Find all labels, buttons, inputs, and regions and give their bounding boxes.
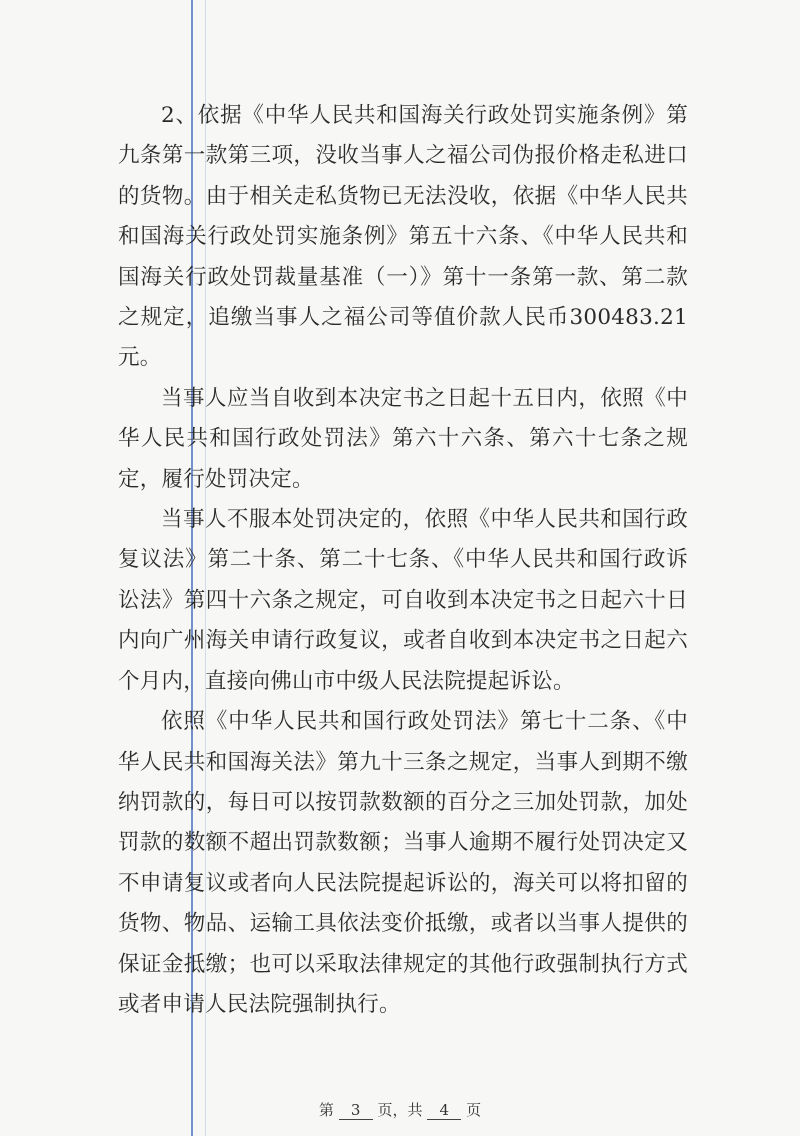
footer-suffix: 页 xyxy=(466,1101,482,1119)
footer-middle: 页，共 xyxy=(377,1101,423,1119)
page-number-footer xyxy=(0,1099,800,1120)
paragraph-enforcement: 依照《中华人民共和国行政处罚法》第七十二条、《中华人民共和国海关法》第九十三条之规定，当事人到期不缴纳罚款的，每日可以按罚款数额的百分之三加处罚款，加处罚款的数额不超出罚款数额；当事人逾期不履行处罚决定又不申请复议或者向人民法院提起诉讼的，海关可以将扣留的货物、物品、运输工具依法变价抵缴，或者以当事人提供的保证金抵缴；也可以采取法律规定的其他行政强制执行方式或者申请人民法院强制执行。 xyxy=(118,709,688,1017)
paragraph-confiscation: 2、依据《中华人民共和国海关行政处罚实施条例》第九条第一款第三项，没收当事人之福公司伪报价格走私进口的货物。由于相关走私货物已无法没收，依据《中华人民共和国海关行政处罚实施条例》第五十六条、《中华人民共和国海关行政处罚裁量基准（一）》第十一条第一款、第二款之规定，追缴当事人之福公司等值价款人民币300483.21元。 xyxy=(118,103,688,371)
footer-prefix: 第 xyxy=(318,1101,334,1119)
paragraph-payment-deadline: 当事人应当自收到本决定书之日起十五日内，依照《中华人民共和国行政处罚法》第六十六条、第六十七条之规定，履行处罚决定。 xyxy=(118,385,688,492)
paragraph-appeal-rights: 当事人不服本处罚决定的，依照《中华人民共和国行政复议法》第二十条、第二十七条、《中华人民共和国行政诉讼法》第四十六条之规定，可自收到本决定书之日起六十日内向广州海关申请行政复议，或者自收到本决定书之日起六个月内，直接向佛山市中级人民法院提起诉讼。 xyxy=(118,507,688,694)
current-page-number: 3 xyxy=(339,1101,373,1120)
document-body xyxy=(118,96,688,1025)
total-page-number: 4 xyxy=(427,1101,461,1120)
